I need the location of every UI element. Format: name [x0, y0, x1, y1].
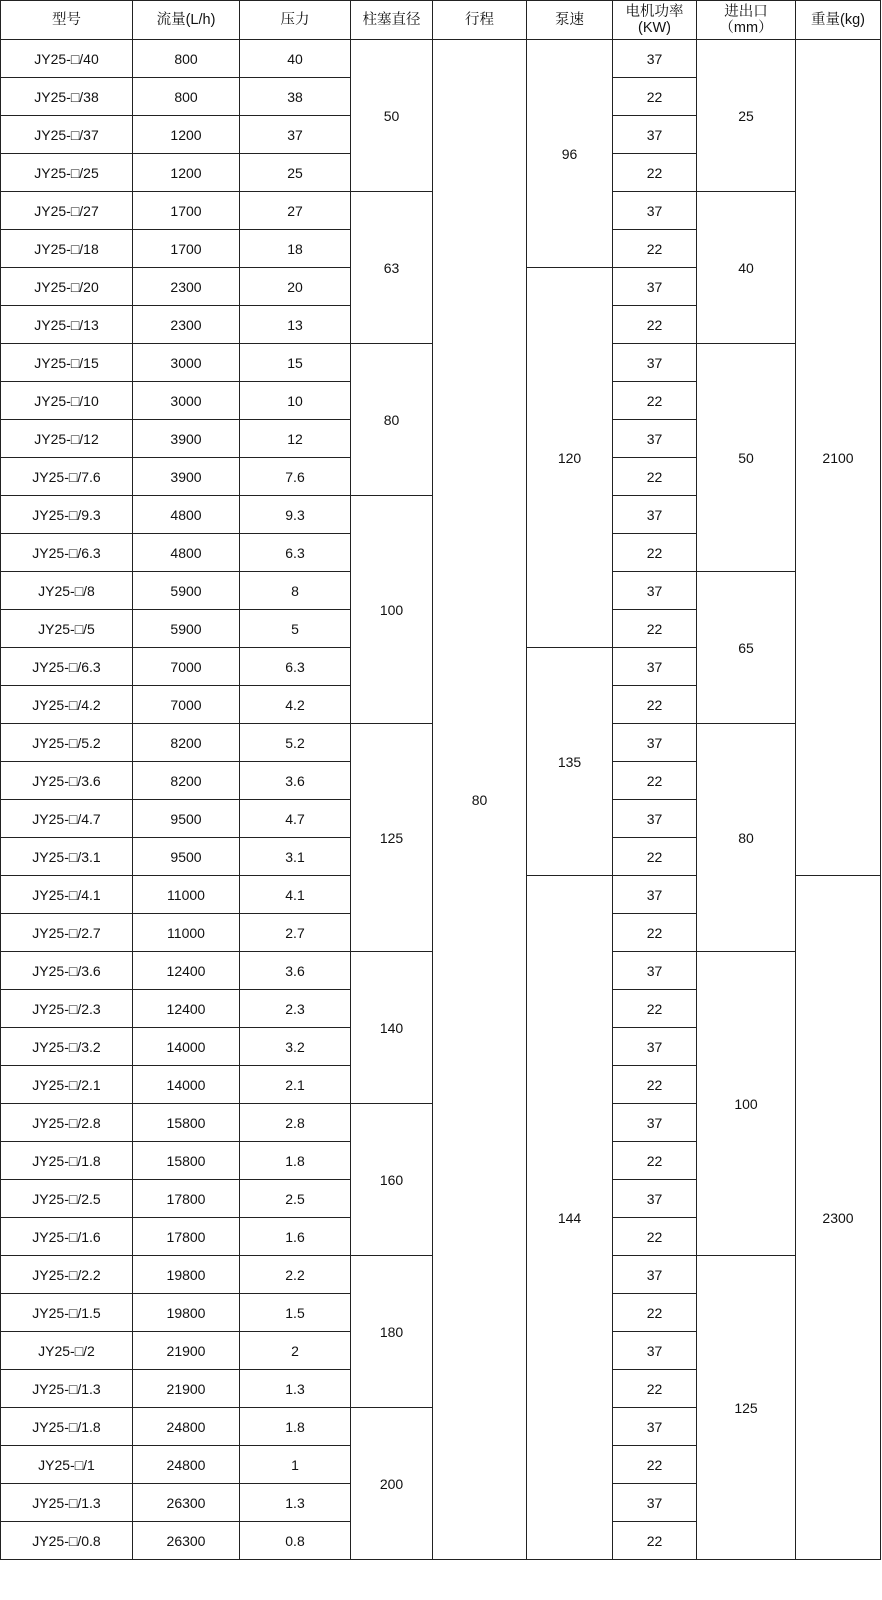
cell-motor-power: 22: [613, 78, 697, 116]
cell-model: JY25-□/25: [1, 154, 133, 192]
cell-motor-power: 22: [613, 762, 697, 800]
cell-model: JY25-□/20: [1, 268, 133, 306]
cell-pressure: 1.8: [240, 1408, 351, 1446]
cell-pressure: 2.8: [240, 1104, 351, 1142]
cell-model: JY25-□/2.2: [1, 1256, 133, 1294]
cell-model: JY25-□/2.3: [1, 990, 133, 1028]
cell-motor-power: 37: [613, 800, 697, 838]
cell-pressure: 37: [240, 116, 351, 154]
cell-flow: 3000: [133, 382, 240, 420]
cell-motor-power: 22: [613, 914, 697, 952]
cell-model: JY25-□/27: [1, 192, 133, 230]
cell-flow: 17800: [133, 1218, 240, 1256]
cell-pressure: 2.5: [240, 1180, 351, 1218]
cell-flow: 1700: [133, 192, 240, 230]
cell-pressure: 9.3: [240, 496, 351, 534]
cell-motor-power: 22: [613, 306, 697, 344]
cell-motor-power: 37: [613, 876, 697, 914]
cell-pressure: 1.6: [240, 1218, 351, 1256]
cell-model: JY25-□/10: [1, 382, 133, 420]
cell-model: JY25-□/1.5: [1, 1294, 133, 1332]
cell-inlet-outlet: 80: [697, 724, 796, 952]
cell-model: JY25-□/1: [1, 1446, 133, 1484]
header-inlet-outlet-line1: 进出口: [724, 4, 768, 20]
cell-motor-power: 22: [613, 1446, 697, 1484]
cell-flow: 24800: [133, 1408, 240, 1446]
cell-flow: 19800: [133, 1294, 240, 1332]
cell-pressure: 1.3: [240, 1370, 351, 1408]
cell-pressure: 18: [240, 230, 351, 268]
header-inlet-outlet-line2: （mm）: [719, 20, 773, 36]
cell-motor-power: 22: [613, 1066, 697, 1104]
cell-pressure: 5: [240, 610, 351, 648]
cell-motor-power: 37: [613, 40, 697, 78]
cell-flow: 12400: [133, 990, 240, 1028]
header-flow: 流量(L/h): [133, 1, 240, 40]
cell-plunger-diameter: 200: [351, 1408, 433, 1560]
cell-pressure: 6.3: [240, 534, 351, 572]
cell-model: JY25-□/18: [1, 230, 133, 268]
cell-model: JY25-□/40: [1, 40, 133, 78]
cell-flow: 4800: [133, 496, 240, 534]
cell-motor-power: 22: [613, 154, 697, 192]
cell-flow: 21900: [133, 1332, 240, 1370]
cell-pressure: 2.7: [240, 914, 351, 952]
cell-flow: 800: [133, 78, 240, 116]
cell-model: JY25-□/5.2: [1, 724, 133, 762]
cell-motor-power: 22: [613, 610, 697, 648]
cell-pressure: 20: [240, 268, 351, 306]
cell-flow: 14000: [133, 1066, 240, 1104]
cell-pressure: 27: [240, 192, 351, 230]
cell-motor-power: 22: [613, 1218, 697, 1256]
cell-model: JY25-□/2.7: [1, 914, 133, 952]
cell-stroke: 80: [433, 40, 527, 1560]
cell-model: JY25-□/9.3: [1, 496, 133, 534]
cell-model: JY25-□/1.8: [1, 1408, 133, 1446]
cell-motor-power: 37: [613, 268, 697, 306]
cell-model: JY25-□/38: [1, 78, 133, 116]
cell-flow: 17800: [133, 1180, 240, 1218]
cell-flow: 12400: [133, 952, 240, 990]
cell-model: JY25-□/6.3: [1, 534, 133, 572]
cell-motor-power: 22: [613, 990, 697, 1028]
cell-pressure: 3.2: [240, 1028, 351, 1066]
cell-pressure: 2.1: [240, 1066, 351, 1104]
cell-flow: 800: [133, 40, 240, 78]
cell-flow: 5900: [133, 610, 240, 648]
cell-flow: 26300: [133, 1484, 240, 1522]
header-model: 型号: [1, 1, 133, 40]
cell-pressure: 2.3: [240, 990, 351, 1028]
cell-flow: 24800: [133, 1446, 240, 1484]
cell-flow: 1700: [133, 230, 240, 268]
header-motor-power-line2: (KW): [637, 20, 671, 36]
cell-model: JY25-□/2.8: [1, 1104, 133, 1142]
cell-motor-power: 22: [613, 230, 697, 268]
cell-flow: 3000: [133, 344, 240, 382]
cell-motor-power: 37: [613, 1408, 697, 1446]
cell-model: JY25-□/1.8: [1, 1142, 133, 1180]
cell-motor-power: 22: [613, 1294, 697, 1332]
cell-pump-speed: 96: [527, 40, 613, 268]
cell-model: JY25-□/2.5: [1, 1180, 133, 1218]
cell-model: JY25-□/3.1: [1, 838, 133, 876]
cell-pressure: 1.5: [240, 1294, 351, 1332]
cell-inlet-outlet: 25: [697, 40, 796, 192]
cell-motor-power: 22: [613, 382, 697, 420]
cell-model: JY25-□/3.2: [1, 1028, 133, 1066]
cell-pump-speed: 120: [527, 268, 613, 648]
cell-model: JY25-□/37: [1, 116, 133, 154]
cell-motor-power: 37: [613, 952, 697, 990]
cell-motor-power: 37: [613, 192, 697, 230]
cell-model: JY25-□/4.2: [1, 686, 133, 724]
cell-flow: 8200: [133, 762, 240, 800]
cell-inlet-outlet: 65: [697, 572, 796, 724]
cell-pressure: 4.1: [240, 876, 351, 914]
cell-model: JY25-□/0.8: [1, 1522, 133, 1560]
cell-pressure: 25: [240, 154, 351, 192]
table-row: [1, 40, 881, 78]
cell-inlet-outlet: 50: [697, 344, 796, 572]
cell-model: JY25-□/15: [1, 344, 133, 382]
cell-plunger-diameter: 50: [351, 40, 433, 192]
cell-motor-power: 37: [613, 1104, 697, 1142]
cell-pressure: 13: [240, 306, 351, 344]
cell-pressure: 8: [240, 572, 351, 610]
cell-pressure: 4.7: [240, 800, 351, 838]
cell-motor-power: 37: [613, 420, 697, 458]
cell-motor-power: 37: [613, 724, 697, 762]
cell-model: JY25-□/3.6: [1, 952, 133, 990]
cell-pump-speed: 135: [527, 648, 613, 876]
cell-plunger-diameter: 80: [351, 344, 433, 496]
cell-motor-power: 22: [613, 686, 697, 724]
cell-motor-power: 37: [613, 496, 697, 534]
cell-inlet-outlet: 40: [697, 192, 796, 344]
cell-pressure: 2: [240, 1332, 351, 1370]
cell-flow: 4800: [133, 534, 240, 572]
cell-model: JY25-□/7.6: [1, 458, 133, 496]
cell-flow: 26300: [133, 1522, 240, 1560]
cell-flow: 21900: [133, 1370, 240, 1408]
cell-flow: 7000: [133, 686, 240, 724]
cell-motor-power: 37: [613, 1256, 697, 1294]
cell-pressure: 5.2: [240, 724, 351, 762]
cell-model: JY25-□/5: [1, 610, 133, 648]
cell-flow: 1200: [133, 154, 240, 192]
cell-model: JY25-□/8: [1, 572, 133, 610]
cell-motor-power: 22: [613, 1370, 697, 1408]
cell-flow: 19800: [133, 1256, 240, 1294]
cell-inlet-outlet: 125: [697, 1256, 796, 1560]
cell-flow: 15800: [133, 1104, 240, 1142]
cell-motor-power: 37: [613, 1484, 697, 1522]
cell-plunger-diameter: 63: [351, 192, 433, 344]
cell-flow: 8200: [133, 724, 240, 762]
cell-pressure: 3.6: [240, 952, 351, 990]
cell-flow: 14000: [133, 1028, 240, 1066]
header-plunger-diameter: 柱塞直径: [351, 1, 433, 40]
cell-plunger-diameter: 180: [351, 1256, 433, 1408]
cell-pressure: 3.1: [240, 838, 351, 876]
cell-flow: 3900: [133, 420, 240, 458]
cell-motor-power: 37: [613, 572, 697, 610]
cell-pressure: 7.6: [240, 458, 351, 496]
cell-plunger-diameter: 100: [351, 496, 433, 724]
cell-pressure: 40: [240, 40, 351, 78]
cell-flow: 2300: [133, 268, 240, 306]
cell-model: JY25-□/4.1: [1, 876, 133, 914]
cell-motor-power: 22: [613, 1142, 697, 1180]
header-row: [1, 1, 881, 40]
cell-motor-power: 37: [613, 648, 697, 686]
cell-motor-power: 37: [613, 1180, 697, 1218]
cell-motor-power: 37: [613, 344, 697, 382]
cell-motor-power: 22: [613, 534, 697, 572]
cell-inlet-outlet: 100: [697, 952, 796, 1256]
header-stroke: 行程: [433, 1, 527, 40]
cell-flow: 7000: [133, 648, 240, 686]
cell-flow: 9500: [133, 800, 240, 838]
cell-model: JY25-□/6.3: [1, 648, 133, 686]
cell-model: JY25-□/2.1: [1, 1066, 133, 1104]
cell-weight: 2100: [796, 40, 881, 876]
header-motor-power-line1: 电机功率: [625, 4, 684, 20]
cell-pressure: 4.2: [240, 686, 351, 724]
cell-weight: 2300: [796, 876, 881, 1560]
cell-model: JY25-□/1.6: [1, 1218, 133, 1256]
cell-flow: 5900: [133, 572, 240, 610]
header-pump-speed: 泵速: [527, 1, 613, 40]
table-body: [1, 40, 881, 1560]
cell-pressure: 1.8: [240, 1142, 351, 1180]
cell-flow: 2300: [133, 306, 240, 344]
header-motor-power: [613, 1, 697, 40]
cell-pressure: 0.8: [240, 1522, 351, 1560]
cell-model: JY25-□/1.3: [1, 1370, 133, 1408]
header-weight: 重量(kg): [796, 1, 881, 40]
header-pressure: 压力: [240, 1, 351, 40]
cell-motor-power: 22: [613, 838, 697, 876]
cell-pressure: 15: [240, 344, 351, 382]
cell-flow: 15800: [133, 1142, 240, 1180]
cell-model: JY25-□/12: [1, 420, 133, 458]
cell-model: JY25-□/13: [1, 306, 133, 344]
cell-model: JY25-□/2: [1, 1332, 133, 1370]
cell-pressure: 3.6: [240, 762, 351, 800]
cell-flow: 3900: [133, 458, 240, 496]
cell-flow: 11000: [133, 914, 240, 952]
cell-pressure: 1: [240, 1446, 351, 1484]
cell-pressure: 38: [240, 78, 351, 116]
cell-flow: 11000: [133, 876, 240, 914]
cell-plunger-diameter: 125: [351, 724, 433, 952]
cell-motor-power: 22: [613, 1522, 697, 1560]
cell-motor-power: 22: [613, 458, 697, 496]
header-inlet-outlet: [697, 1, 796, 40]
cell-plunger-diameter: 140: [351, 952, 433, 1104]
cell-motor-power: 37: [613, 1332, 697, 1370]
cell-motor-power: 37: [613, 116, 697, 154]
cell-model: JY25-□/4.7: [1, 800, 133, 838]
cell-pressure: 1.3: [240, 1484, 351, 1522]
cell-pressure: 10: [240, 382, 351, 420]
cell-pump-speed: 144: [527, 876, 613, 1560]
cell-pressure: 12: [240, 420, 351, 458]
cell-pressure: 2.2: [240, 1256, 351, 1294]
cell-flow: 9500: [133, 838, 240, 876]
cell-motor-power: 37: [613, 1028, 697, 1066]
cell-model: JY25-□/1.3: [1, 1484, 133, 1522]
cell-flow: 1200: [133, 116, 240, 154]
cell-plunger-diameter: 160: [351, 1104, 433, 1256]
cell-pressure: 6.3: [240, 648, 351, 686]
cell-model: JY25-□/3.6: [1, 762, 133, 800]
